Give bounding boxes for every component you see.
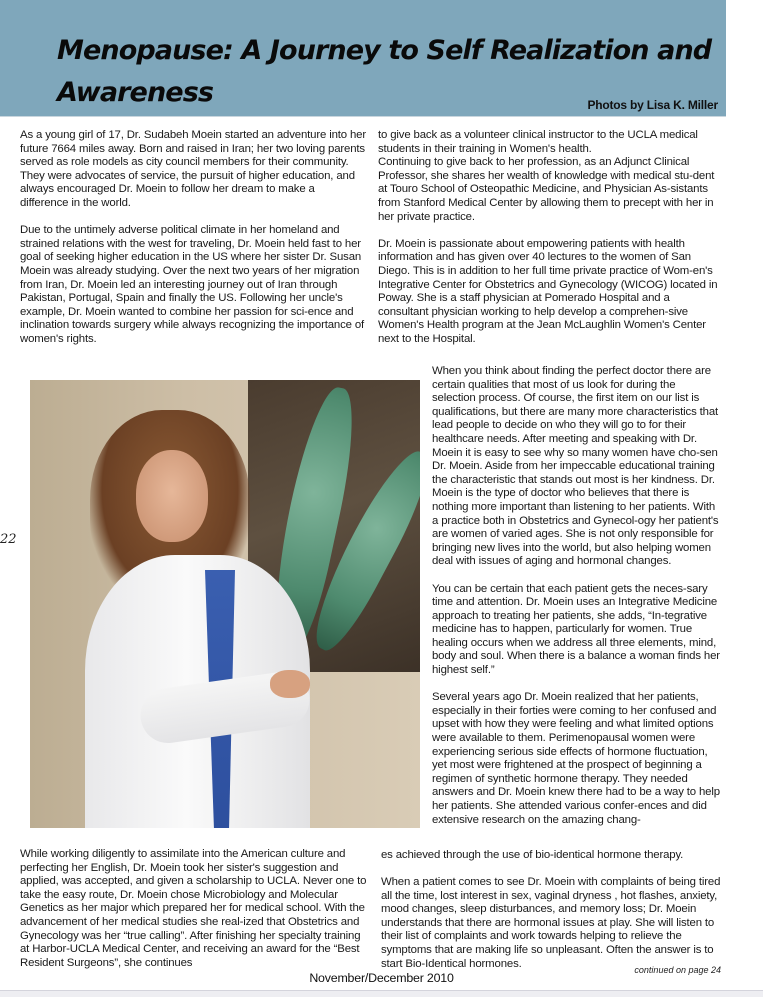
portrait-hand — [270, 670, 310, 698]
paragraph: Several years ago Dr. Moein realized that her patients, especially in their forties were coming to her confused and upset with how they were feeling and what limited options were available to them. Perimenopausal women were experiencing serious side effects of hormone fluctuation, yet most were frightened at the prospect of beginning a regimen of synthetic hormone therapy. They needed answers and Dr. Moein knew there had to be a way to help her patients. She attended various confer-ences and did extensive research on the amazing chang- — [432, 691, 720, 826]
paragraph: You can be certain that each patient gets the neces-sary time and attention. Dr. Moein uses an Integrative Medicine approach to treating her patients, she adds, “In-tegrative medicine has to happen, particularly for women. True healing occurs when we address all three elements, mind, body and soul. When there is a balance a woman finds her highest self.” — [432, 582, 720, 677]
paragraph: While working diligently to assimilate into the American culture and perfecting her English, Dr. Moein took her sister's suggestion and applied, was accepted, and given a scholarship to UCLA. Never one to take the easy route, Dr. Moein chose Microbiology and Molecular Genetics as her major which prepared her for medical school. With the advancement of her medical studies she real-ized that Obstetrics and Gynecology was her “true calling”. After finishing her specialty training at Harbor-UCLA Medical Center, and receiving an award for the “Best Resident Surgeons”, she continues — [20, 848, 367, 969]
continued-note: continued on page 24 — [634, 965, 721, 975]
paragraph: to give back as a volunteer clinical instructor to the UCLA medical students in their training in Women's health. — [378, 129, 698, 155]
paragraph: When you think about finding the perfect doctor there are certain qualities that most of us look for during the selection process. Of course, the first item on our list is qualifications, but there are many more characteristics that lead people to decide on who they will go to for their healthcare needs. After meeting and speaking with Dr. Moein it is easy to see why so many women have cho-sen Dr. Moein. Aside from her impeccable educational training the characteristic that stands out most is her kindness. Dr. Moein is the type of doctor who believes that there is nothing more important than listening to her patients. With a practice both in Obstetrics and Gynecol-ogy her patient's are women of varied ages. She is not only responsible for bringing new lives into the world, but also helping women deal with issues of aging and hormonal changes. — [432, 365, 719, 568]
paragraph: Continuing to give back to her profession, as an Adjunct Clinical Professor, she shares her wealth of knowledge with medical stu-dent at Touro School of Osteopathic Medicine, and Physician As-sistants from Stanford Medical Center by allowing them to precept with her in her private practice. — [378, 156, 715, 223]
page-number: 22 — [0, 532, 17, 547]
portrait-face — [136, 450, 208, 542]
article-column-3-tail — [381, 849, 726, 863]
paragraph: Dr. Moein is passionate about empowering patients with health information and has given over 40 lectures to the women of San Diego. This is in addition to her full time private practice of Wom-en's Integrative Center for Obstetrics and Gynecology (WICOG) located in Poway. She is a staff physician at Pomerado Hospital and a consultant physician working to help develop a comprehen-sive Women's Health program at the Jean McLaughlin Women's Center next to the Hospital. — [378, 237, 718, 345]
title-banner — [0, 0, 726, 117]
paragraph: When a patient comes to see Dr. Moein with complaints of being tired all the time, lost interest in sex, vaginal dryness , hot flashes, anxiety, mood changes, sleep disturbances, and memory loss; Dr. Moein understands that there are hormonal issues at play. She will listen to their list of complaints and work towards helping to relieve the symptoms that are making life so unpleasant. Often the answer is to start Bio-Identical hormones. — [381, 876, 721, 970]
article-title: Menopause: A Journey to Self Realization and Awareness — [57, 35, 712, 108]
article-column-4 — [20, 848, 370, 970]
article-column-2 — [378, 129, 718, 347]
issue-date-footer: November/December 2010 — [309, 971, 454, 985]
doctor-portrait-photo — [30, 380, 420, 828]
paragraph: Due to the untimely adverse political climate in her homeland and strained relations with the west for traveling, Dr. Moein held fast to her goal of seeking higher education in the US where her sister Dr. Susan Moein was already studying. Over the next two years of her migration from Iran, Dr. Moein led an interesting journey out of Iran through Pakistan, Portugal, Spain and finally the US. Following her uncle's example, Dr. Moein wanted to combine her passion for sci-ence and inclination towards surgery while always recognizing the importance of women's rights. — [20, 224, 365, 345]
article-column-1 — [20, 129, 366, 347]
article-column-5 — [381, 876, 726, 971]
photo-credit: Photos by Lisa K. Miller — [587, 98, 718, 112]
paragraph: es achieved through the use of bio-identical hormone therapy. — [381, 849, 684, 861]
paragraph: As a young girl of 17, Dr. Sudabeh Moein started an adventure into her future 7664 miles away. Born and raised in Iran; her two loving parents served as role models as city council members for their community. They were advocates of service, the pursuit of higher education, and always encouraged Dr. Moein to follow her dream to make a difference in the world. — [20, 129, 366, 209]
article-column-3 — [432, 365, 722, 827]
